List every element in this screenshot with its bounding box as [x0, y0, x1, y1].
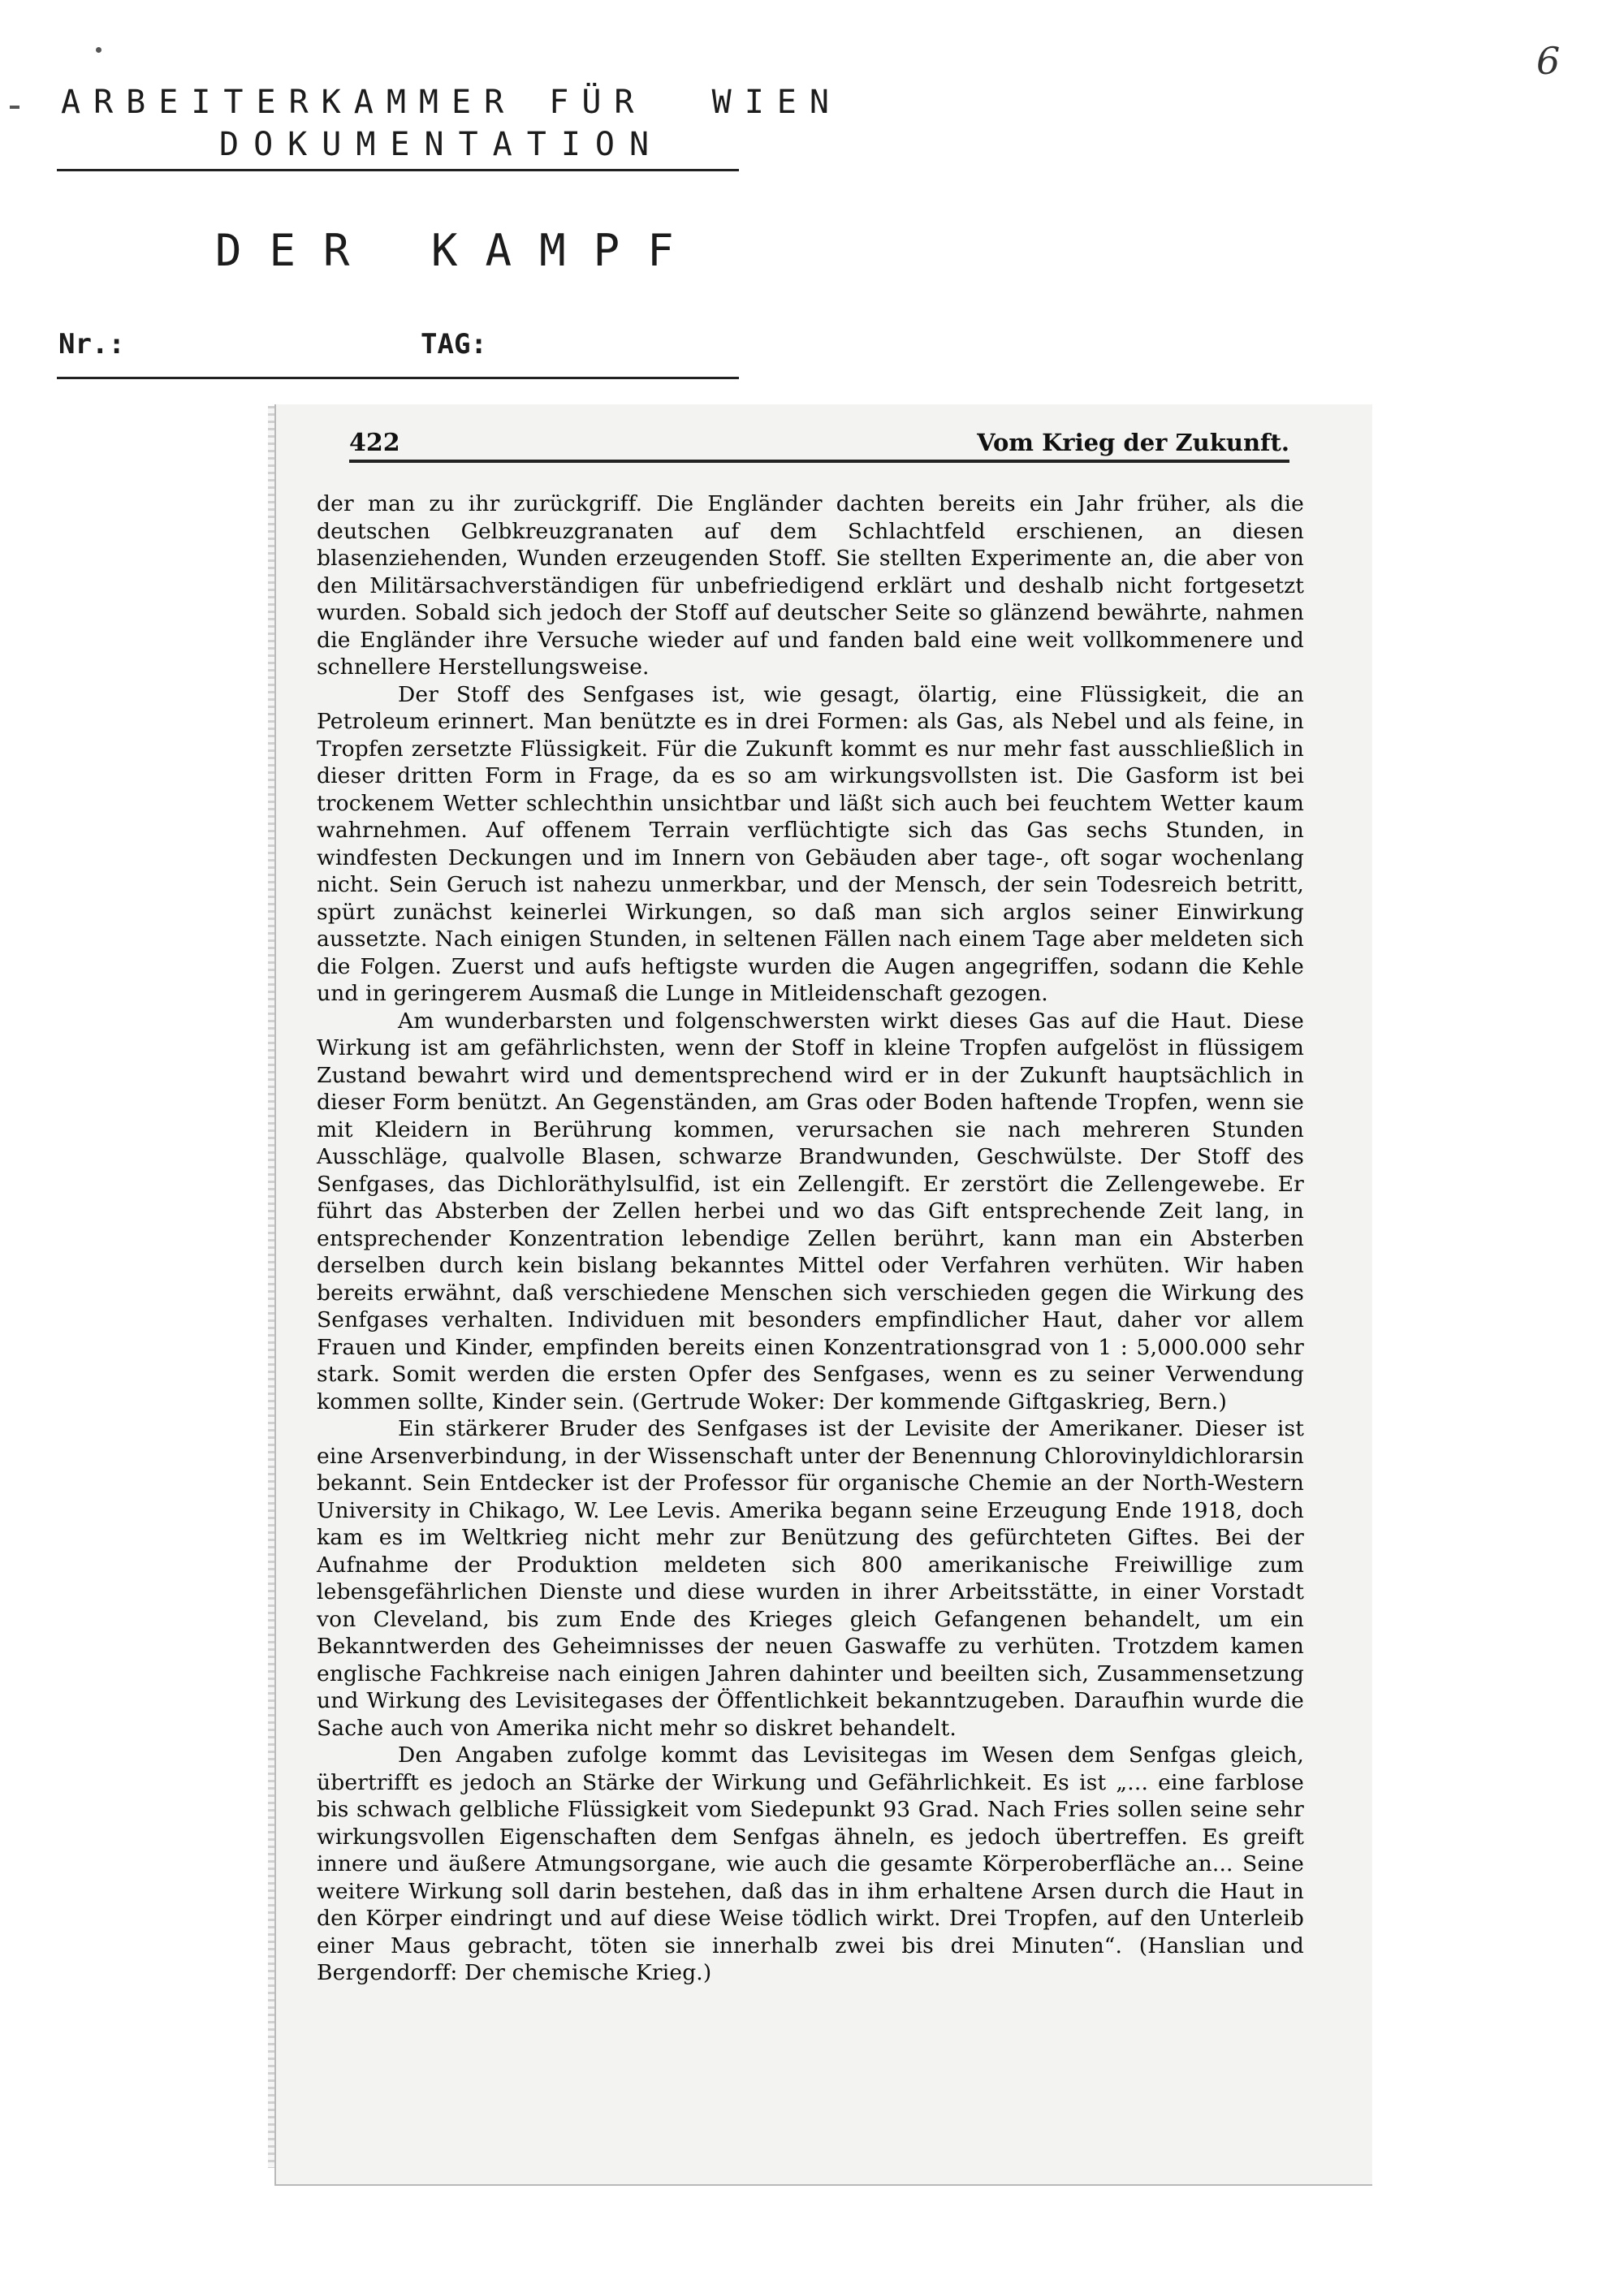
paragraph: der man zu ihr zurückgriff. Die Engländer dachten bereits ein Jahr früher, als die deutschen Gelbkreuzgranaten auf dem Schlachtfeld erschienen, an diesen blasenziehenden, Wunden erzeugenden Stoff. Sie stellten Experimente an, die aber von den Militärsachverständigen für unbefriedigend erklärt und deshalb nicht fortgesetzt wurden. Sobald sich jedoch der Stoff auf deutscher Seite so glänzend bewährte, nahmen die Engländer ihre Versuche wieder auf und fanden bald eine weit vollkommenere und schnellere Herstellungsweise. — [317, 491, 1304, 680]
paragraph: Der Stoff des Senfgases ist, wie gesagt, ölartig, eine Flüssigkeit, die an Petroleum erinnert. Man benützte es in drei Formen: als Gas, als Nebel und als feine, in Tropfen zersetzte Flüssigkeit. Für die Zukunft kommt es nur mehr fast ausschließlich in dieser dritten Form in Frage, da es so am wirkungsvollsten ist. Die Gasform ist bei trockenem Wetter schlechthin unsichtbar und läßt sich auch bei feuchtem Wetter kaum wahrnehmen. Auf offenem Terrain verflüchtigte sich das Gas sechs Stunden, in windfesten Deckungen und im Innern von Gebäuden aber tage-, oft sogar wochenlang nicht. Sein Geruch ist nahezu unmerkbar, und der Mensch, der sein Todesreich betritt, spürt zunächst keinerlei Wirkungen, so daß man sich arglos seiner Einwirkung aussetzte. Nach einigen Stunden, in seltenen Fällen nach einem Tage aber meldeten sich die Folgen. Zuerst und aufs heftigste wurden die Augen angegriffen, sodann die Kehle und in geringerem Ausmaß die Lunge in Mitleidenschaft gezogen. — [317, 681, 1304, 1006]
archive-stamp-header — [57, 81, 842, 379]
paragraph: Den Angaben zufolge kommt das Levisitegas im Wesen dem Senfgas gleich, übertrifft es jedoch an Stärke der Wirkung und Gefährlichkeit. Es ist „... eine farblose bis schwach gelbliche Flüssigkeit vom Siedepunkt 93 Grad. Nach Fries sollen seine sehr wirkungsvollen Eigenschaften dem Senfgas ähneln, es jedoch übertreffen. Es greift innere und äußere Atmungsorgane, wie auch die gesamte Körperoberfläche an... Seine weitere Wirkung soll darin bestehen, daß das in ihm erhaltene Arsen durch die Haut in den Körper eindringt und auf diese Weise tödlich wirkt. Drei Tropfen, auf den Unterleib einer Maus gebracht, töten sie innerhalb zwei bis drei Minuten“. (Hanslian und Bergendorff: Der chemische Krieg.) — [317, 1742, 1304, 1985]
paragraph: Ein stärkerer Bruder des Senfgases ist der Levisite der Amerikaner. Dieser ist eine Arsenverbindung, in der Wissenschaft unter der Benennung Chlorovinyldichlorarsin bekannt. Sein Entdecker ist der Professor für organische Chemie an der North-Western University in Chikago, W. Lee Levis. Amerika begann seine Erzeugung Ende 1918, doch kam es im Weltkrieg nicht mehr zur Benützung des gefürchteten Giftes. Bei der Aufnahme der Produktion meldeten sich 800 amerikanische Freiwillige zum lebensgefährlichen Dienste und diese wurden in ihrer Arbeitsstätte, in einer Vorstadt von Cleveland, bis zum Ende des Krieges gleich Gefangenen behandelt, um ein Bekanntwerden des Geheimnisses der neuen Gaswaffe zu verhüten. Trotzdem kamen englische Fachkreise nach einigen Jahren dahinter und beeilten sich, Zusammensetzung und Wirkung des Levisitegases der Öffentlichkeit bekanntzugeben. Daraufhin wurde die Sache auch von Amerika nicht mehr so diskret behandelt. — [317, 1416, 1304, 1741]
date-label: TAG: — [421, 328, 487, 361]
newspaper-clipping — [274, 404, 1372, 2186]
header-rule — [57, 169, 739, 171]
number-label: Nr.: — [58, 328, 125, 361]
department-name: DOKUMENTATION — [219, 126, 664, 163]
handwritten-page-number: 6 — [1536, 39, 1561, 83]
organization-name: ARBEITERKAMMER FÜR WIEN — [61, 84, 842, 121]
clipping-header — [349, 421, 1289, 463]
meta-rule — [57, 377, 739, 379]
clipping-torn-edge — [268, 406, 274, 2168]
clipping-body — [317, 490, 1304, 1987]
clipping-page-number: 422 — [349, 429, 400, 457]
stamp-dash — [10, 106, 19, 109]
clipping-running-title: Vom Krieg der Zukunft. — [977, 429, 1289, 456]
paragraph: Am wunderbarsten und folgenschwersten wirkt dieses Gas auf die Haut. Diese Wirkung ist am gefährlichsten, wenn der Stoff in kleine Tropfen aufgelöst in flüssigem Zustand bewahrt wird und dementsprechend wird er in der Zukunft hauptsächlich in dieser Form benützt. An Gegenständen, am Gras oder Boden haftende Tropfen, wenn sie mit Kleidern in Berührung kommen, verursachen sie nach mehreren Stunden Ausschläge, qualvolle Blasen, schwarze Brandwunden, Geschwülste. Der Stoff des Senfgases, das Dichloräthylsulfid, ist ein Zellengift. Er zerstört die Zellengewebe. Er führt das Absterben der Zellen herbei und wo das Gift entsprechende Zeit lang, in entsprechender Konzentration lebendige Zellen berührt, kann man ein Absterben derselben durch kein bislang bekanntes Mittel oder Verfahren verhüten. Wir haben bereits erwähnt, daß verschiedene Menschen sich verschieden gegen die Wirkung des Senfgases verhalten. Individuen mit besonders empfindlicher Haut, daher vor allem Frauen und Kinder, empfinden bereits einen Konzentrationsgrad von 1 : 5,000.000 sehr stark. Somit werden die ersten Opfer des Senfgases, wenn es zu seiner Verwendung kommen sollte, Kinder sein. (Gertrude Woker: Der kommende Giftgaskrieg, Bern.) — [317, 1008, 1304, 1414]
publication-title: DER KAMPF — [215, 225, 702, 276]
meta-row — [57, 328, 739, 369]
stamp-dot — [96, 47, 102, 53]
